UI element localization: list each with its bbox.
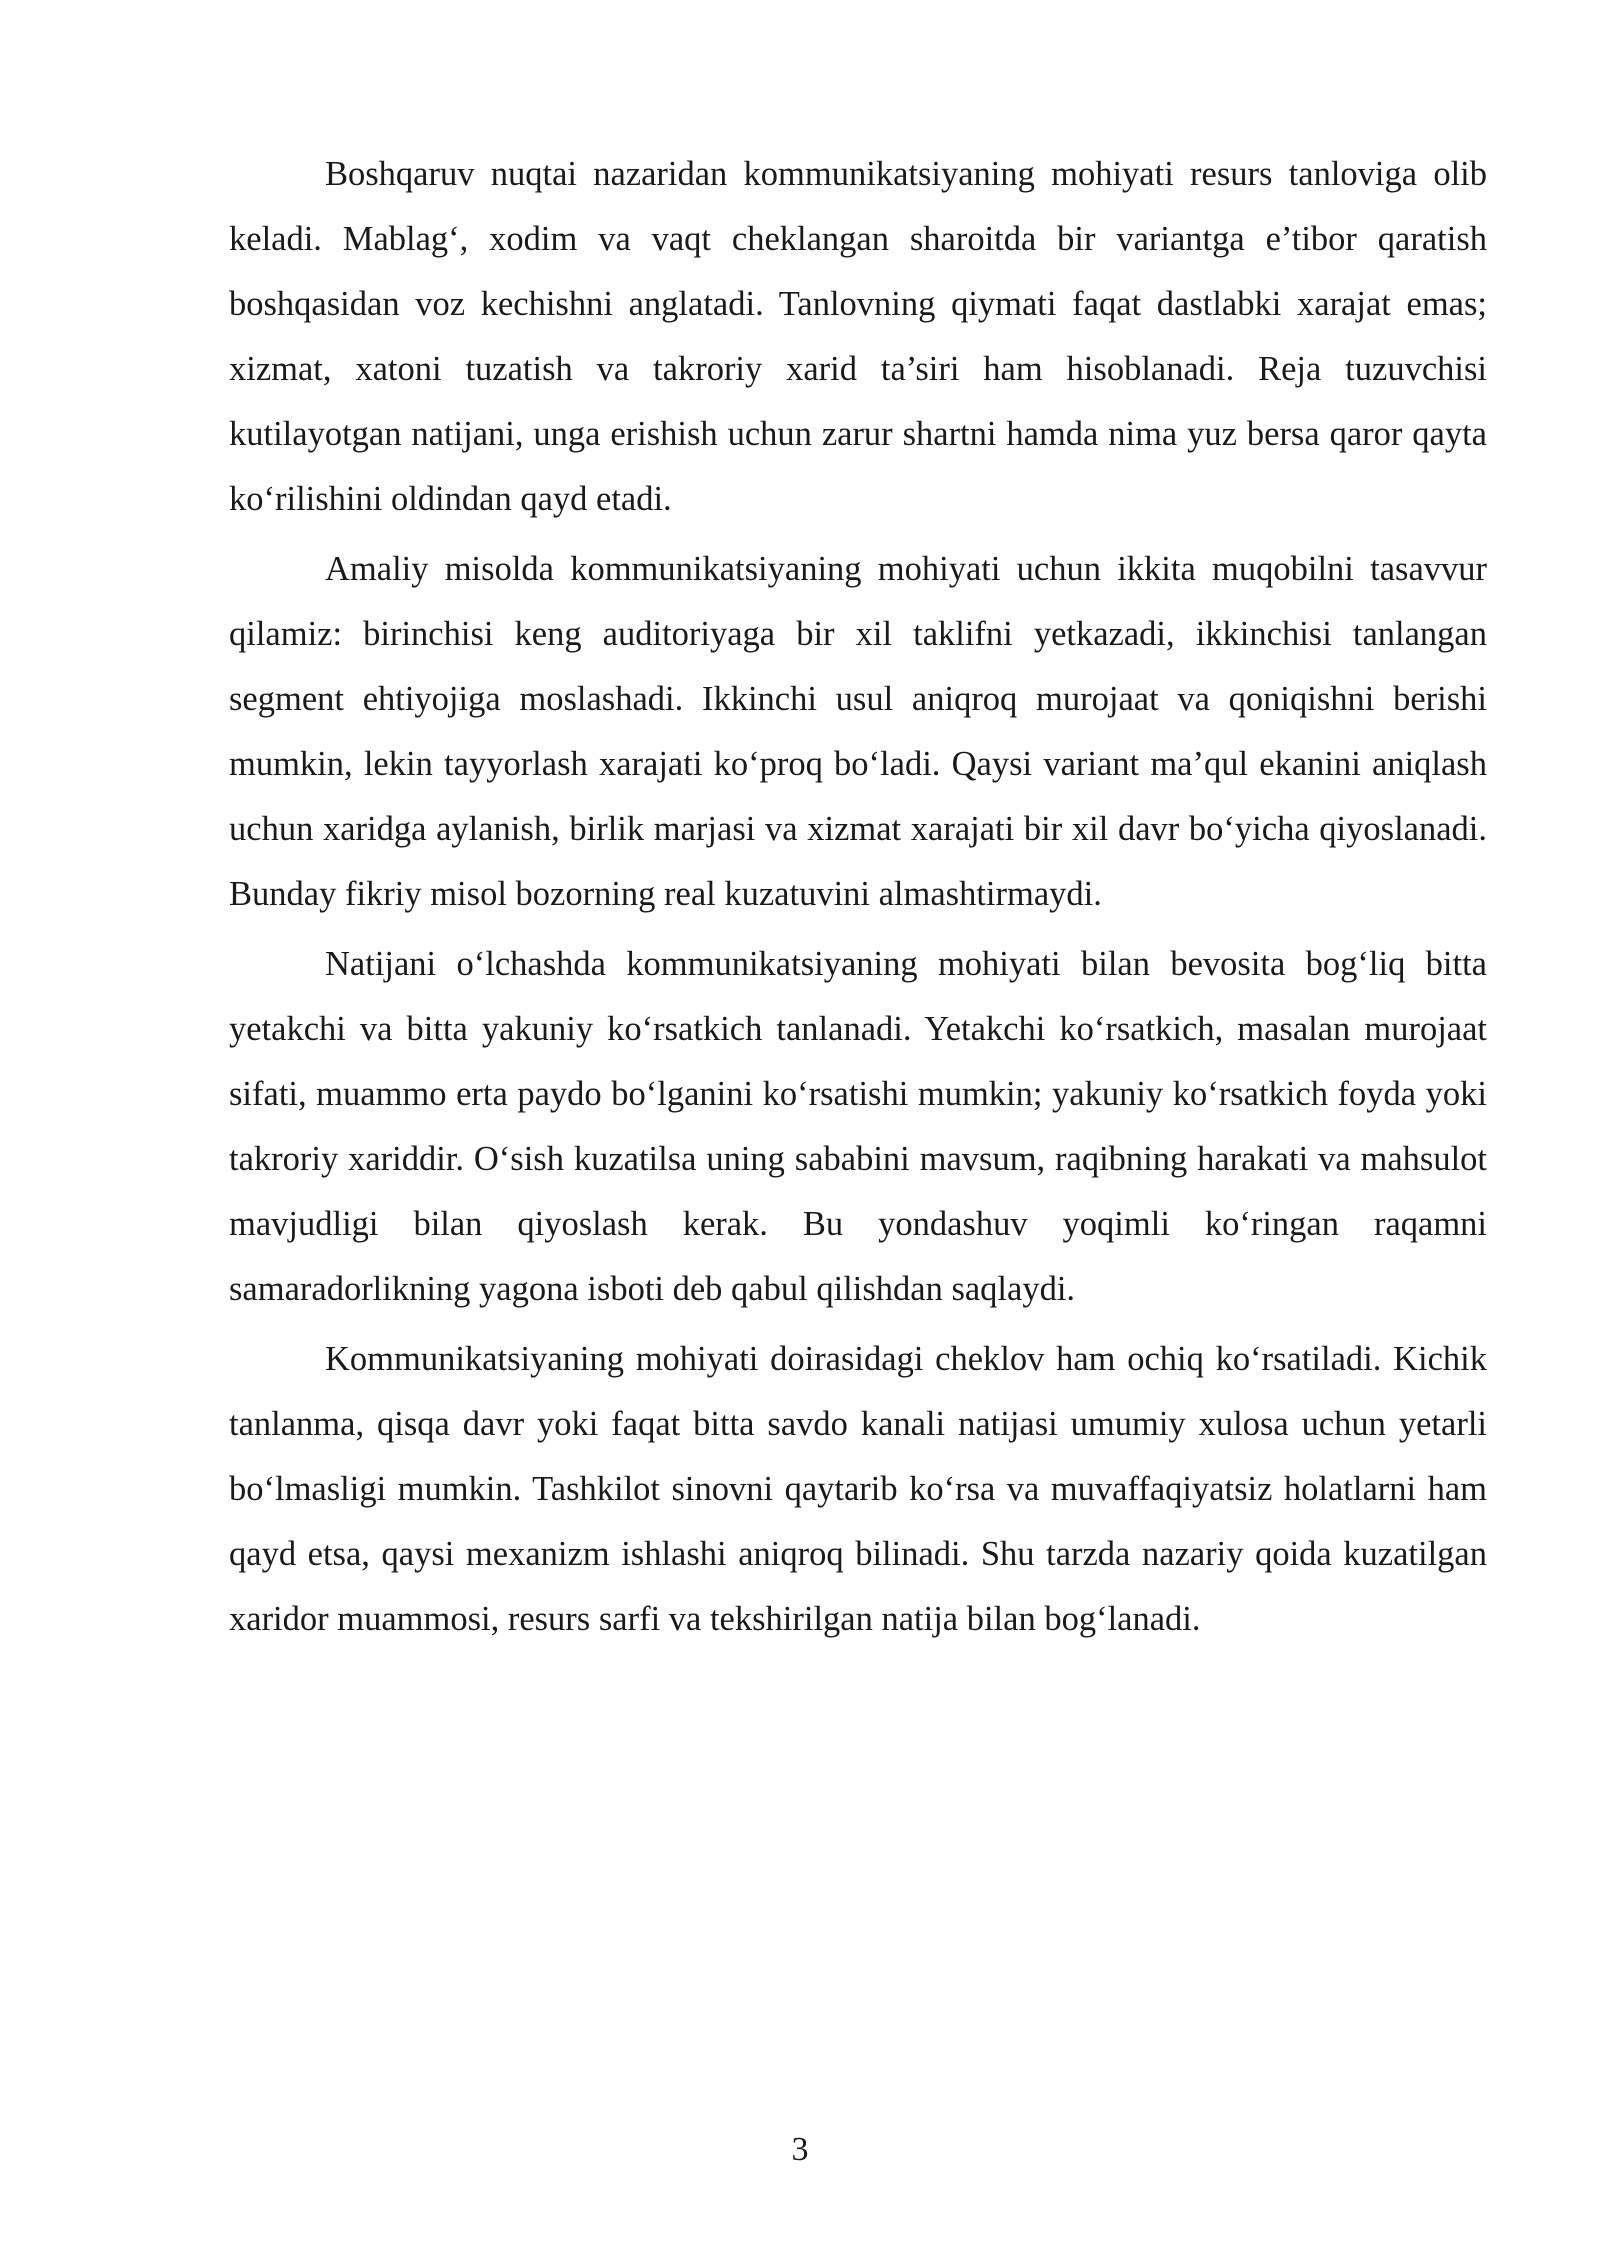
- paragraph: Kommunikatsiyaning mohiyati doirasidagi cheklov ham ochiq ko‘rsatiladi. Kichik tanlanma, qisqa davr yoki faqat bitta savdo kanali natijasi umumiy xulosa uchun yetarli bo‘lmasligi mumkin. Tashkilot sinovni qaytarib ko‘rsa va muvaffaqiyatsiz holatlarni ham qayd etsa, qaysi mexanizm ishlashi aniqroq bilinadi. Shu tarzda nazariy qoida kuzatilgan xaridor muammosi, resurs sarfi va tekshirilgan natija bilan bog‘lanadi.: [229, 1340, 1487, 1638]
- paragraph: Natijani o‘lchashda kommunikatsiyaning mohiyati bilan bevosita bog‘liq bitta yetakchi va bitta yakuniy ko‘rsatkich tanlanadi. Yetakchi ko‘rsatkich, masalan murojaat sifati, muammo erta paydo bo‘lganini ko‘rsatishi mumkin; yakuniy ko‘rsatkich foyda yoki takroriy xariddir. O‘sish kuzatilsa uning sababini mavsum, raqibning harakati va mahsulot mavjudligi bilan qiyoslash kerak. Bu yondashuv yoqimli ko‘ringan raqamni samaradorlikning yagona isboti deb qabul qilishdan saqlaydi.: [229, 945, 1487, 1308]
- page-number: 3: [791, 2131, 809, 2168]
- body-text: [229, 142, 1487, 1657]
- paragraph: Boshqaruv nuqtai nazaridan kommunikatsiyaning mohiyati resurs tanloviga olib keladi. Mablag‘, xodim va vaqt cheklangan sharoitda bir variantga e’tibor qaratish boshqasidan voz kechishni anglatadi. Tanlovning qiymati faqat dastlabki xarajat emas; xizmat, xatoni tuzatish va takroriy xarid ta’siri ham hisoblanadi. Reja tuzuvchisi kutilayotgan natijani, unga erishish uchun zarur shartni hamda nima yuz bersa qaror qayta ko‘rilishini oldindan qayd etadi.: [229, 155, 1487, 518]
- paragraph: Amaliy misolda kommunikatsiyaning mohiyati uchun ikkita muqobilni tasavvur qilamiz: birinchisi keng auditoriyaga bir xil taklifni yetkazadi, ikkinchisi tanlangan segment ehtiyojiga moslashadi. Ikkinchi usul aniqroq murojaat va qoniqishni berishi mumkin, lekin tayyorlash xarajati ko‘proq bo‘ladi. Qaysi variant ma’qul ekanini aniqlash uchun xaridga aylanish, birlik marjasi va xizmat xarajati bir xil davr bo‘yicha qiyoslanadi. Bunday fikriy misol bozorning real kuzatuvini almashtirmaydi.: [229, 550, 1487, 913]
